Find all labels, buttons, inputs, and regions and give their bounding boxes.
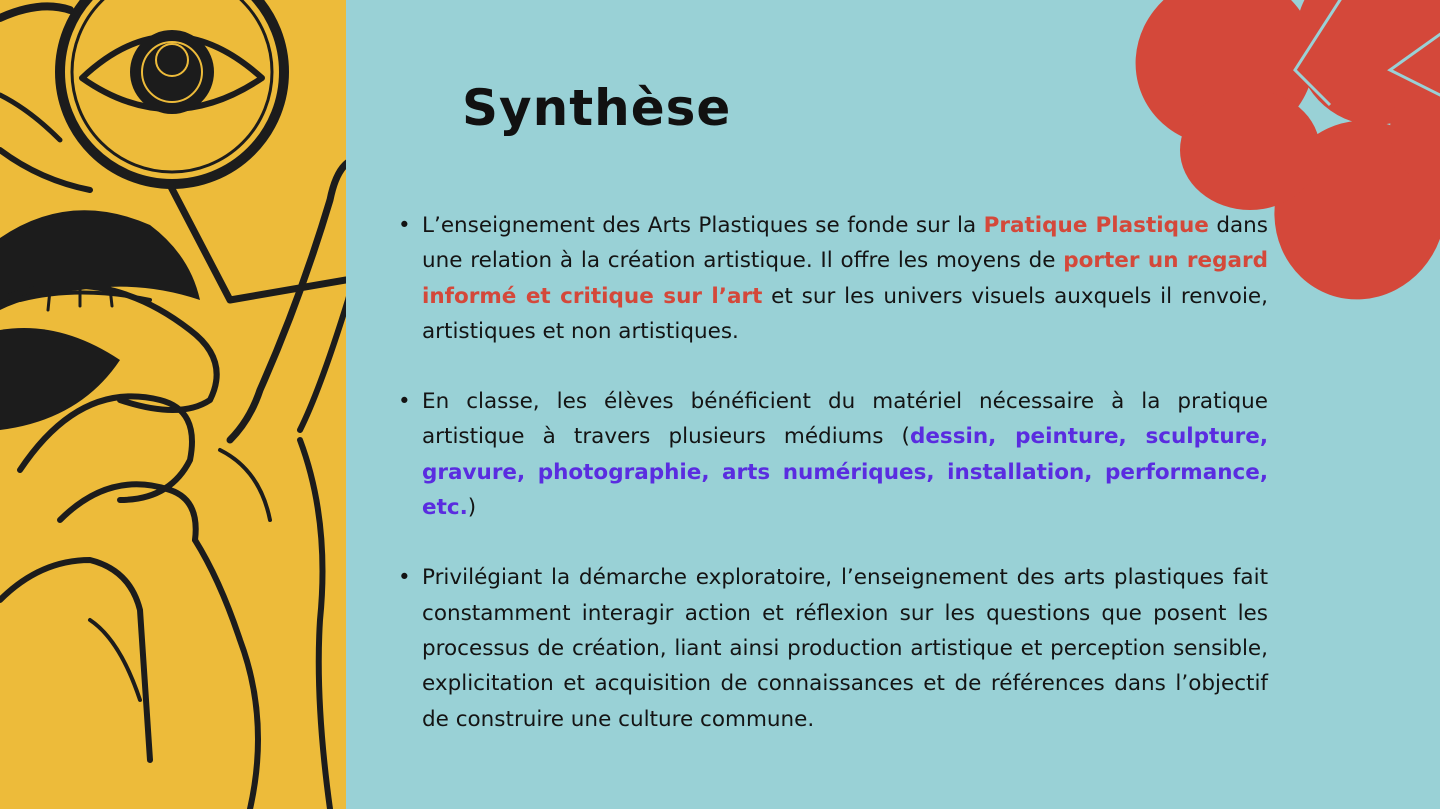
list-item (398, 384, 1268, 525)
bullet-text: L’enseignement des Arts Plastiques se fonde sur la (422, 213, 984, 238)
bullet-text: et sur les univers visuels auxquels il renvoie, artistiques et non artistiques. (422, 283, 1268, 344)
bullet-text: ) (467, 495, 477, 521)
illustration-panel (0, 0, 346, 809)
highlight-regard: porter un regard informé et critique sur l’art (422, 248, 1268, 309)
list-item (398, 208, 1268, 349)
highlight-mediums: dessin, peinture, sculpture, gravure, photographie, arts numériques, installation, performance, etc. (422, 424, 1268, 521)
bullet-text: dans une relation à la création artistique. Il offre les moyens de (422, 213, 1268, 274)
bullet-text: En classe, les élèves bénéficient du matériel nécessaire à la pratique artistique à travers plusieurs médiums ( (422, 389, 1268, 450)
list-item (398, 560, 1268, 736)
highlight-pratique: Pratique Plastique (983, 213, 1209, 238)
bullet-text: Privilégiant la démarche exploratoire, l’enseignement des arts plastiques fait constamment interagir action et réflexion sur les questions que posent les processus de création, liant ainsi production artistique et perception sensible, explicitation et acquisition de connaissances et de références dans l’objectif de construire une culture commune. (422, 565, 1268, 732)
bullet-list (398, 208, 1268, 772)
page-title: Synthèse (462, 79, 732, 137)
magnifying-glass-eye-illustration (0, 0, 346, 809)
